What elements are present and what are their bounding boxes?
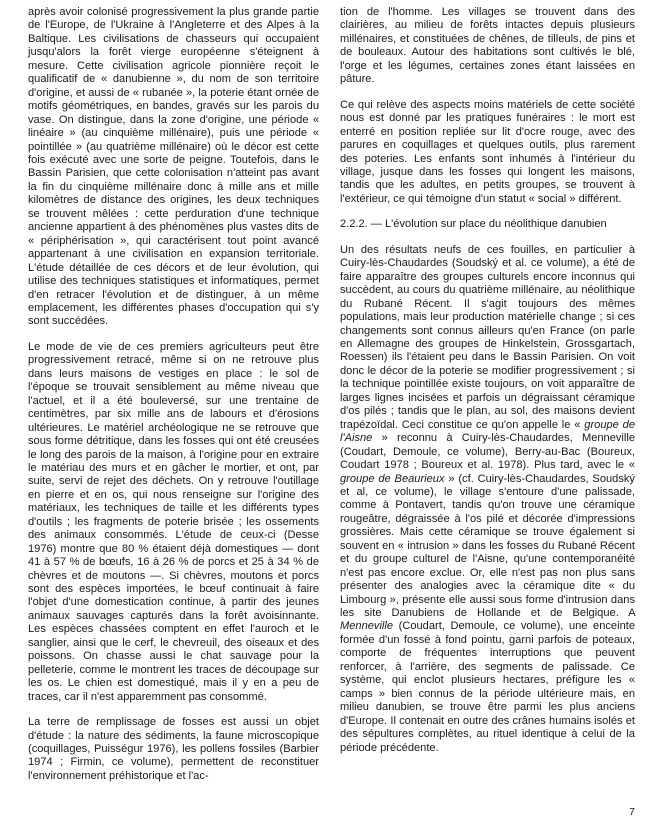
text-run: » (cf. Cuiry-lès-Chaudardes, Soudský et al, ce volume), le village s'entoure d'une palissade, comme à Pontavert, tandis qu'on trouve une céramique rougeâtre, dégraissée à l'os pilé et décorée d'impressions grossières. Mais cette céramique se trouve également si souvent en « intrusion » dans les fosses du Rubané Récent et du groupe culturel de l'Aisne, qu'une contemporanéité n'est pas encore exclue. Or, elle n'est pas non plus sans présenter des analogies avec la céramique dite « du Limbourg », présente elle aussi sous forme d'intrusion dans les site Danubiens de Hollande et de Belgique. A: [340, 472, 635, 620]
paragraph: tion de l'homme. Les villages se trouvent dans des clairières, au milieu de forêts intactes depuis plusieurs millénaires, et constituées de chênes, de tilleuls, de pins et de bouleaux. Autour des habitations sont cultivés le blé, l'orge et les légumes, certaines zones étant laissées en pâture.: [340, 6, 635, 86]
italic-term: groupe de Beaurieux: [340, 472, 445, 485]
italic-term: Menneville: [340, 620, 394, 633]
paragraph: La terre de remplissage de fosses est aussi un objet d'étude : la nature des sédiments, la faune microscopique (coquillages, Puisségur 1976), les pollens fossiles (Barbier 1974 ; Firmin, ce volume), permettent de reconstituer l'environnement préhistorique et l'ac-: [28, 716, 319, 782]
right-column: [340, 6, 635, 755]
italic-term: groupe de l'Aisne: [340, 418, 635, 445]
text-run: » reconnu à Cuiry-lès-Chaudardes, Menneville (Coudart, Demoule, ce volume), Berry-au-Bac (Boureux, Coudart 1978 ; Boureux et al. 1978). Plus tard, avec le «: [340, 432, 635, 472]
paragraph: [340, 244, 635, 755]
paragraph: Ce qui relève des aspects moins matériels de cette société nous est donné par les pratiques funéraires : le mort est enterré en position repliée sur lit d'ocre rouge, avec des parures en coquillages et quelques outils, plus rarement des poteries. Les enfants sont inhumés à l'intérieur du village, jusque dans les fosses qui longent les maisons, tandis que les adultes, en petits groupes, se trouvent à l'extérieur, ce qui témoigne d'un statut « social » différent.: [340, 98, 635, 205]
left-column: [28, 6, 319, 783]
page-number: 7: [629, 806, 635, 818]
paragraph: après avoir colonisé progressivement la plus grande partie de l'Europe, de l'Ukraine à l'Angleterre et des Alpes à la Baltique. Les civilisations de chasseurs qui occupaient jusqu'alors la forêt vierge européenne s'éteignent à mesure. Cette civilisation agricole pionnière reçoit le qualificatif de « danubienne », du nom de son territoire d'origine, et aussi de « rubanée », la poterie étant ornée de motifs géométriques, en bandes, gravés sur les parois du vase. On distingue, dans la zone d'origine, une période « linéaire » (au cinquième millénaire), puis une période « pointillée » (au quatrième millénaire) où le décor est cette fois exécuté avec une sorte de peigne. Toutefois, dans le Bassin Parisien, que cette colonisation n'atteint pas avant la fin du cinquième millénaire donc à mille ans et mille kilomètres de distance des origines, les deux techniques se trouvent mêlées : cette perduration d'une technique ancienne appartient à des phénomènes plus vastes dits de « périphérisation », qui caractérisent tout point avancé appartenant à une civilisation en expansion territoriale. L'étude détaillée de ces décors et de leur évolution, qui utilise des techniques statistiques et informatiques, permet d'en retracer l'évolution et de distinguer, à un même emplacement, les différentes phases d'occupation qui s'y sont succédées.: [28, 6, 319, 328]
paragraph: Le mode de vie de ces premiers agriculteurs peut être progressivement retracé, même si on ne retrouve plus dans leurs maisons de vestiges en place : le sol de l'époque se trouvait sensiblement au même niveau que l'actuel, et il a été bouleversé, sur une trentaine de centimètres, par six mille ans de labours et d'érosions ultérieures. Le matériel archéologique ne se retrouve que sous forme détritique, dans les fosses qui ont été creusées le long des parois de la maison, à l'origine pour en extraire le matériau des murs et en gâcher le mortier, et ont, par suite, servi de rejet des déchets. On y retrouve l'outillage en pierre et en os, qui nous renseigne sur l'origine des matériaux, les techniques de taille et les différents types d'outils ; les fragments de poterie brisée ; les ossements des animaux consommés. L'étude de ceux-ci (Desse 1976) montre que 80 % étaient déjà domestiques — dont 41 à 57 % de bœufs, 16 à 26 % de porcs et 25 à 34 % de chèvres et de moutons —. Si chèvres, moutons et porcs sont des espèces importées, le bœuf continuait à faire l'objet d'une domestication continue, à partir des jeunes animaux sauvages capturés dans la forêt avoisinnante. Les espèces chassées comptent en effet l'auroch et le sanglier, ainsi que le cerf, le chevreuil, des oiseaux et des poissons. On chasse aussi le chat sauvage pour la pelleterie, comme le montrent les traces de découpage sur les os. Le chien est domestiqué, mais il y en a peu de traces, car il n'est apparemment pas consommé.: [28, 340, 319, 703]
text-run: Un des résultats neufs de ces fouilles, en particulier à Cuiry-lès-Chaudardes (Soudský et al. ce volume), a été de faire apparaître des groupes culturels encore inconnus qui succèdent, au cours du quatrième millénaire, au néolithique du Rubané Récent. Il s'agit toujours des mêmes populations, mais leur production matérielle change ; si ces changements sont connus ailleurs qu'en France (on parle en Allemagne des groupes de Hinkelstein, Grossgartach, Roessen) ils l'étaient peu dans le Bassin Parisien. On voit donc le décor de la poterie se modifier progressivement ; si la technique pointillée existe toujours, on voit apparaître de larges lignes incisées et parfois un dégraissant céramique d'os pilés ; tandis que le plan, au sol, des maisons devient trapézoïdal. Ceci constitue ce qu'on appelle le «: [340, 243, 635, 431]
section-heading: 2.2.2. — L'évolution sur place du néolithique danubien: [340, 218, 607, 231]
text-run: (Coudart, Demoule, ce volume), une enceinte formée d'un fossé à fond pointu, garni parfois de poteaux, comporte de fréquentes interruptions que peuvent renforcer, à l'arrière, des segments de palissade. Ce système, qui enclot plusieurs hectares, préfigure les « camps » bien connus de la période ultérieure mais, en milieu danubien, se trouve être parmi les plus anciens d'Europe. Il contenait en outre des crânes humains isolés et des sépultures complètes, au rituel identique à celui de la période précédente.: [340, 620, 635, 754]
